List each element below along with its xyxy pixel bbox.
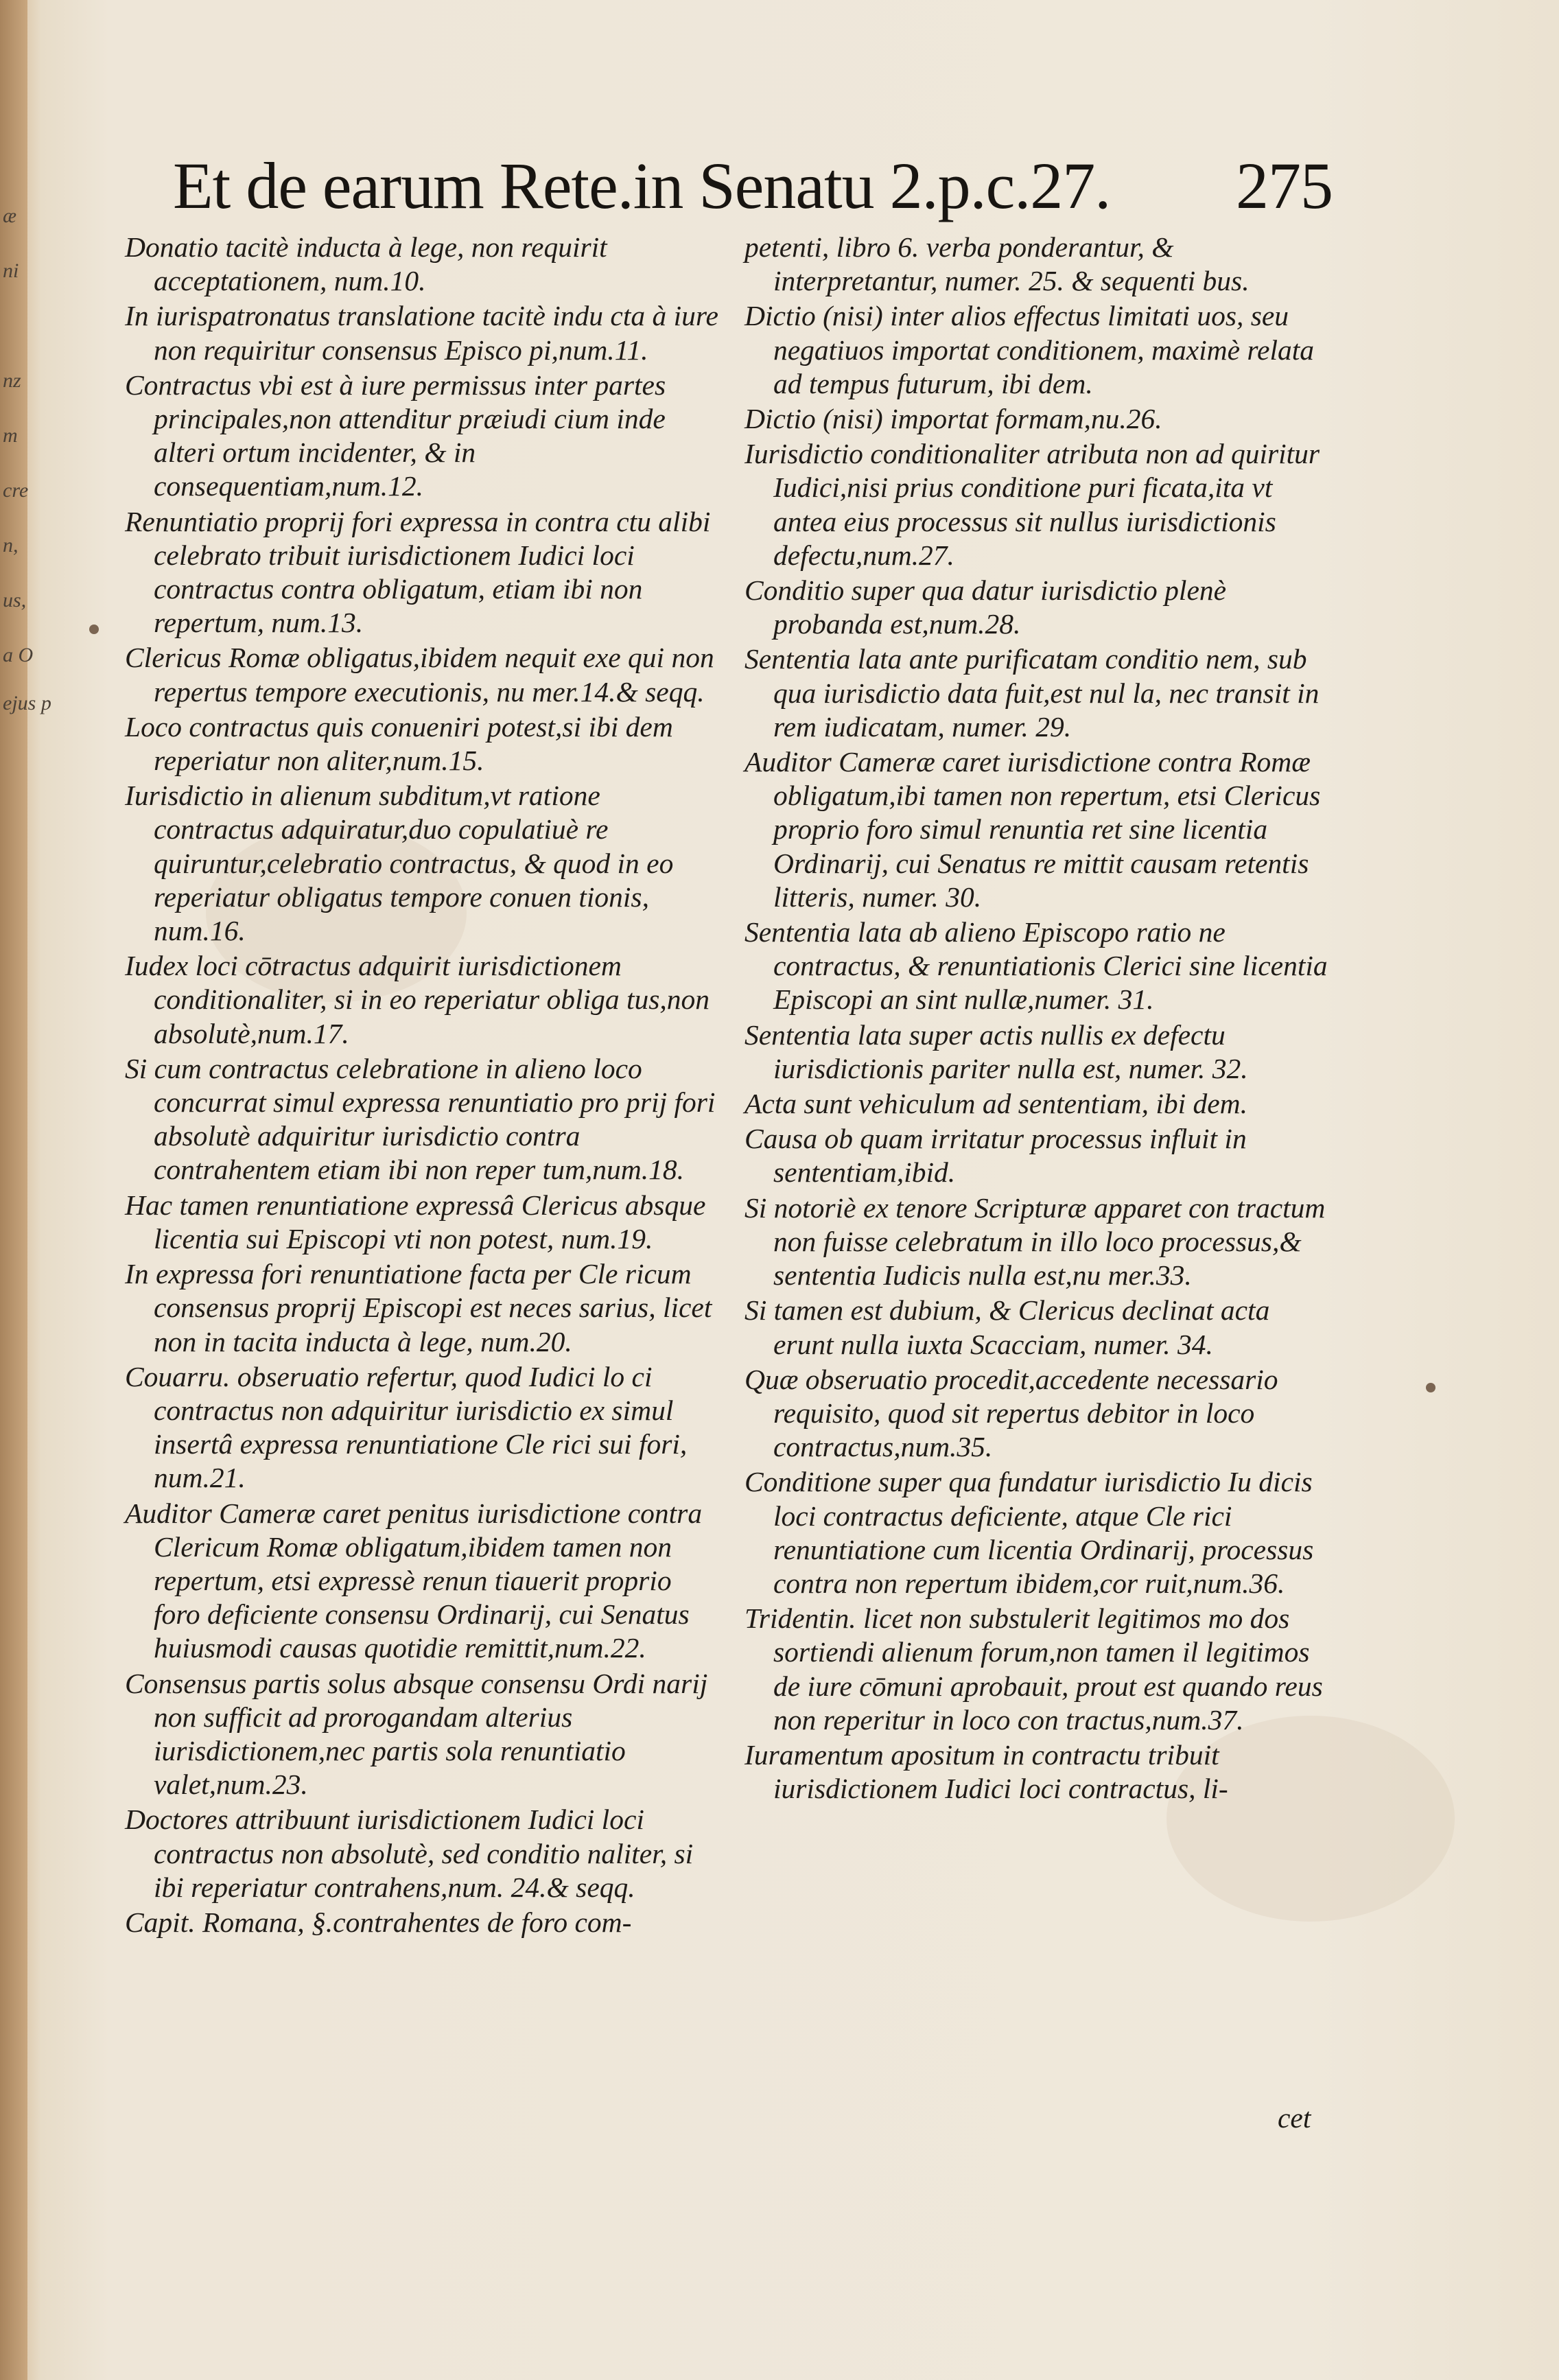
- index-entry: Auditor Cameræ caret penitus iurisdictione contra Clericum Romæ obligatum,ibidem tamen non repertum, etsi expressè renun tiauerit proprio foro deficiente consensu Ordinarij, cui Senatus huiusmodi causas quotidie remittit,num.22.: [125, 1497, 703, 1664]
- margin-fragment: a O: [3, 644, 34, 666]
- index-entry: Conditione super qua fundatur iurisdictio Iu dicis loci contractus deficiente, atque Cle rici renuntiatione cum licentia Ordinarij, processus contra non repertum ibidem,cor ruit,num.36.: [745, 1466, 1314, 1599]
- page-number: 275: [1236, 149, 1333, 222]
- margin-fragment: n,: [3, 534, 19, 557]
- index-entry: Clericus Romæ obligatus,ibidem nequit exe qui non repertus tempore executionis, nu mer.14.& seqq.: [125, 642, 714, 708]
- margin-fragment: m: [3, 424, 18, 447]
- index-entry: Donatio tacitè inducta à lege, non requirit acceptationem, num.10.: [125, 231, 607, 297]
- index-entry: Loco contractus quis conueniri potest,si ibi dem reperiatur non aliter,num.15.: [125, 710, 673, 777]
- catchword: cet: [1278, 2102, 1311, 2134]
- index-entry: In iurispatronatus translatione tacitè indu cta à iure non requiritur consensus Episco pi,num.11.: [125, 300, 718, 366]
- index-entry: Couarru. obseruatio refertur, quod Iudici lo ci contractus non adquiritur iurisdictio ex simul insertâ expressa renuntiatione Cle rici sui fori, num.21.: [125, 1360, 688, 1494]
- margin-fragment: nz: [3, 369, 21, 392]
- index-entry: Sententia lata super actis nullis ex defectu iurisdictionis pariter nulla est, numer. 32.: [745, 1018, 1248, 1084]
- left-column: [125, 231, 718, 1941]
- index-entry: Doctores attribuunt iurisdictionem Iudici loci contractus non absolutè, sed conditio naliter, si ibi reperiatur contrahens,num. 24.& seqq.: [125, 1804, 694, 1903]
- binding-gutter: [0, 0, 51, 2380]
- index-entry: Iudex loci cōtractus adquirit iurisdictionem conditionaliter, si in eo reperiatur obliga tus,non absolutè,num.17.: [125, 950, 710, 1049]
- index-entry: Si cum contractus celebratione in alieno loco concurrat simul expressa renuntiatio pro prij fori absolutè adquiritur iurisdictio contra contrahentem etiam ibi non reper tum,num.18.: [125, 1052, 716, 1186]
- index-entry: Renuntiatio proprij fori expressa in contra ctu alibi celebrato tribuit iurisdictionem Iudici loci contractus contra obligatum, etiam ibi non repertum, num.13.: [125, 505, 711, 639]
- index-entry: Sententia lata ab alieno Episcopo ratio ne contractus, & renuntiationis Clerici sine licentia Episcopi an sint nullæ,numer. 31.: [745, 916, 1328, 1016]
- index-entry: Iuramentum apositum in contractu tribuit iurisdictionem Iudici loci contractus, li-: [745, 1738, 1228, 1805]
- index-entry: Dictio (nisi) inter alios effectus limitati uos, seu negatiuos importat conditionem, maximè relata ad tempus futurum, ibi dem.: [745, 300, 1315, 399]
- margin-fragment: ejus p: [3, 692, 51, 714]
- index-entry: Quæ obseruatio procedit,accedente necessario requisito, quod sit repertus debitor in loco contractus,num.35.: [745, 1363, 1278, 1463]
- index-entry: Auditor Cameræ caret iurisdictione contra Romæ obligatum,ibi tamen non repertum, etsi Clericus proprio foro simul renuntia ret sine licentia Ordinarij, cui Senatus re mittit causam retentis litteris, numer. 30.: [745, 746, 1321, 913]
- index-entry: Si tamen est dubium, & Clericus declinat acta erunt nulla iuxta Scacciam, numer. 34.: [745, 1294, 1270, 1360]
- index-entry: In expressa fori renuntiatione facta per Cle ricum consensus proprij Episcopi est neces sarius, licet non in tacita inducta à lege, num.20.: [125, 1258, 712, 1357]
- index-entry: Iurisdictio in alienum subditum,vt ratione contractus adquiratur,duo copulatiuè re quiruntur,celebratio contractus, & quod in eo reperiatur obligatus tempore conuen tionis, num.16.: [125, 780, 674, 947]
- index-entry: Hac tamen renuntiatione expressâ Clericus absque licentia sui Episcopi vti non potest, num.19.: [125, 1189, 706, 1255]
- index-entry: Consensus partis solus absque consensu Ordi narij non sufficit ad prorogandam alterius iurisdictionem,nec partis sola renuntiatio valet,num.23.: [125, 1667, 708, 1801]
- index-entry: Iurisdictio conditionaliter atributa non ad quiritur Iudici,nisi prius conditione puri ficata,ita vt antea eius processus sit nullus iurisdictionis defectu,num.27.: [745, 438, 1320, 571]
- index-entry: Contractus vbi est à iure permissus inter partes principales,non attenditur præiudi cium inde alteri ortum incidenter, & in consequentiam,num.12.: [125, 369, 666, 502]
- index-entry: Si notoriè ex tenore Scripturæ apparet con tractum non fuisse celebratum in illo loco processus,& sententia Iudicis nulla est,nu mer.33.: [745, 1191, 1326, 1292]
- index-entry: Capit. Romana, §.contrahentes de foro com-: [125, 1906, 632, 1938]
- index-entry: Sententia lata ante purificatam conditio nem, sub qua iurisdictio data fuit,est nul la, nec transit in rem iudicatam, numer. 29.: [745, 643, 1320, 743]
- ink-dot: [89, 625, 99, 634]
- index-entry: Dictio (nisi) importat formam,nu.26.: [745, 403, 1162, 435]
- index-entry: Causa ob quam irritatur processus influit in sententiam,ibid.: [745, 1123, 1247, 1189]
- margin-fragment: cre: [3, 479, 29, 502]
- margin-fragment: æ: [3, 205, 17, 227]
- index-entry: Acta sunt vehiculum ad sententiam, ibi dem.: [745, 1088, 1248, 1120]
- right-column: [745, 231, 1329, 1807]
- ink-dot: [1426, 1383, 1435, 1392]
- header-title: Et de earum Rete.in Senatu 2.p.c.27.: [173, 149, 1111, 222]
- margin-fragment: ni: [3, 259, 19, 282]
- index-entry: petenti, libro 6. verba ponderantur, & interpretantur, numer. 25. & sequenti bus.: [745, 231, 1250, 297]
- index-entry: Tridentin. licet non substulerit legitimos mo dos sortiendi alienum forum,non tamen il legitimos de iure cōmuni aprobauit, prout est quando reus non reperitur in loco con tractus,num.37.: [745, 1602, 1323, 1736]
- running-header: [173, 148, 1333, 224]
- index-entry: Conditio super qua datur iurisdictio plenè probanda est,num.28.: [745, 574, 1227, 640]
- margin-fragment: us,: [3, 589, 27, 611]
